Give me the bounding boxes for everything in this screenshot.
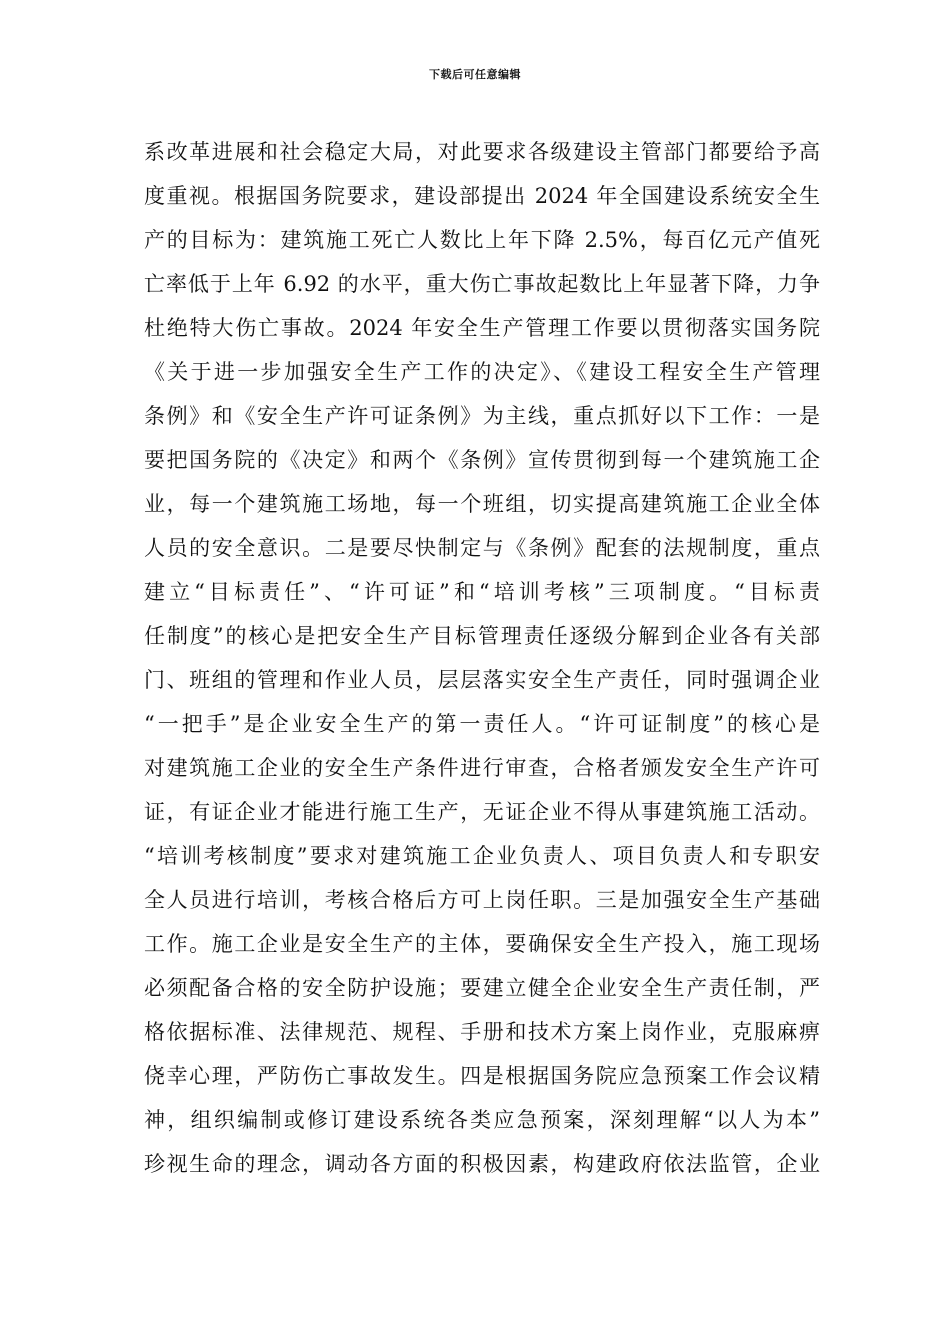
body-paragraph bbox=[144, 130, 820, 1186]
text-line: 产的目标为：建筑施工死亡人数比上年下降 2.5%，每百亿元产值死 bbox=[144, 228, 820, 252]
text-line: 对建筑施工企业的安全生产条件进行审查，合格者颁发安全生产许可 bbox=[144, 756, 820, 780]
text-line: 要把国务院的《决定》和两个《条例》宣传贯彻到每一个建筑施工企 bbox=[144, 448, 820, 472]
text-line: 全人员进行培训，考核合格后方可上岗任职。三是加强安全生产基础 bbox=[144, 888, 820, 912]
page-header: 下载后可任意编辑 bbox=[429, 68, 521, 81]
text-line: 证，有证企业才能进行施工生产，无证企业不得从事建筑施工活动。 bbox=[144, 800, 820, 824]
text-line: 亡率低于上年 6.92 的水平，重大伤亡事故起数比上年显著下降，力争 bbox=[144, 272, 820, 296]
text-line: 业，每一个建筑施工场地，每一个班组，切实提高建筑施工企业全体 bbox=[144, 492, 820, 516]
text-line: 必须配备合格的安全防护设施；要建立健全企业安全生产责任制，严 bbox=[144, 976, 820, 1000]
text-line: 神，组织编制或修订建设系统各类应急预案，深刻理解“以人为本” bbox=[144, 1108, 820, 1132]
text-line: 工作。施工企业是安全生产的主体，要确保安全生产投入，施工现场 bbox=[144, 932, 820, 956]
text-line: 任制度”的核心是把安全生产目标管理责任逐级分解到企业各有关部 bbox=[144, 624, 820, 648]
text-line: 建立“目标责任”、“许可证”和“培训考核”三项制度。“目标责 bbox=[144, 580, 820, 604]
text-line: “一把手”是企业安全生产的第一责任人。“许可证制度”的核心是 bbox=[144, 712, 820, 736]
text-line: 杜绝特大伤亡事故。2024 年安全生产管理工作要以贯彻落实国务院 bbox=[144, 316, 820, 340]
text-line: 门、班组的管理和作业人员，层层落实安全生产责任，同时强调企业 bbox=[144, 668, 820, 692]
text-line: 格依据标准、法律规范、规程、手册和技术方案上岗作业，克服麻痹 bbox=[144, 1020, 820, 1044]
text-line: “培训考核制度”要求对建筑施工企业负责人、项目负责人和专职安 bbox=[144, 844, 820, 868]
text-line: 条例》和《安全生产许可证条例》为主线，重点抓好以下工作：一是 bbox=[144, 404, 820, 428]
text-line: 侥幸心理，严防伤亡事故发生。四是根据国务院应急预案工作会议精 bbox=[144, 1064, 820, 1088]
text-line: 系改革进展和社会稳定大局，对此要求各级建设主管部门都要给予高 bbox=[144, 140, 820, 164]
text-line: 珍视生命的理念，调动各方面的积极因素，构建政府依法监管，企业 bbox=[144, 1152, 820, 1176]
text-line: 人员的安全意识。二是要尽快制定与《条例》配套的法规制度，重点 bbox=[144, 536, 820, 560]
text-line: 度重视。根据国务院要求，建设部提出 2024 年全国建设系统安全生 bbox=[144, 184, 820, 208]
text-line: 《关于进一步加强安全生产工作的决定》、《建设工程安全生产管理 bbox=[144, 360, 820, 384]
